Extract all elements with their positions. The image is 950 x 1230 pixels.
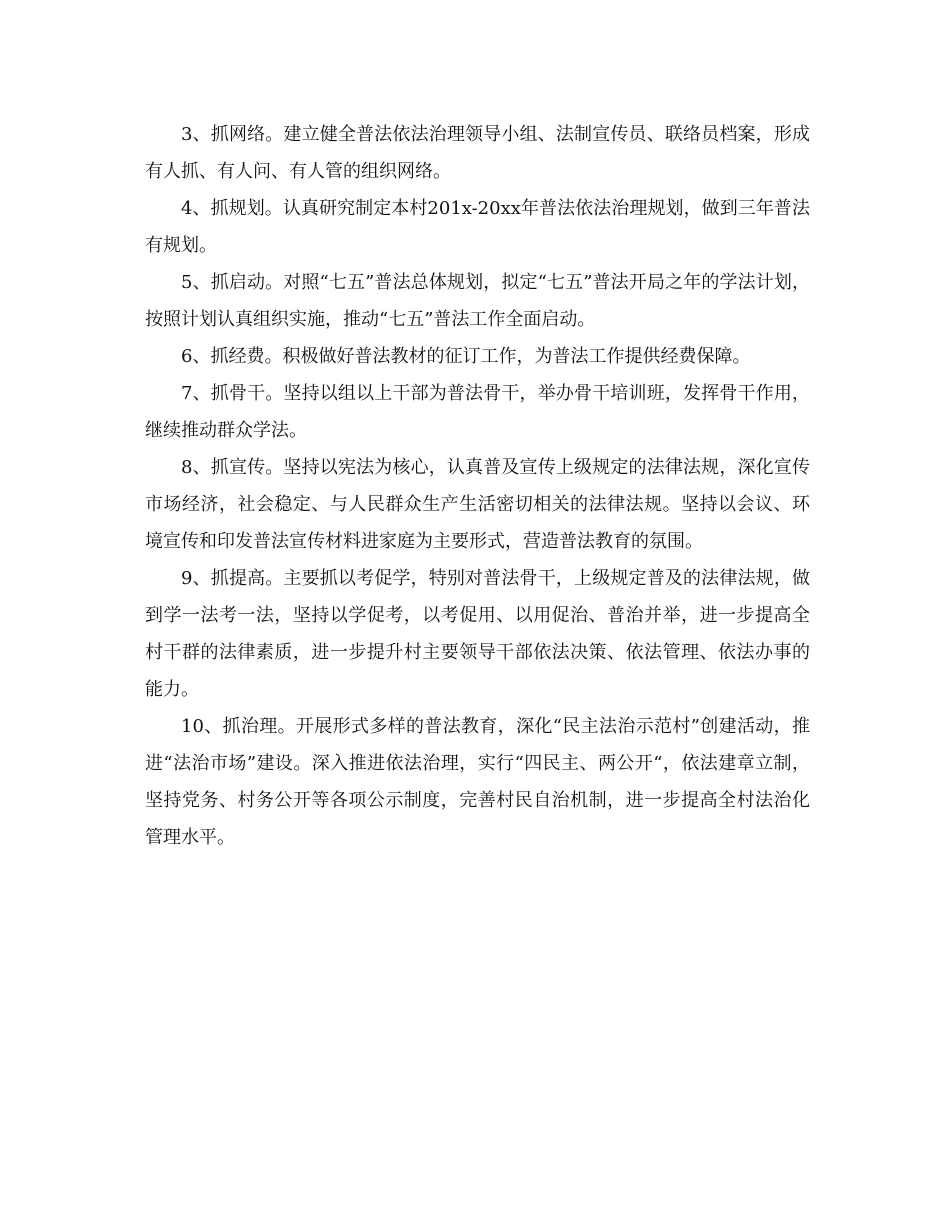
paragraph-item-7: 7、抓骨干。坚持以组以上干部为普法骨干，举办骨干培训班，发挥骨干作用，继续推动群众学法。 (145, 383, 810, 441)
paragraph-item-3: 3、抓网络。建立健全普法依法治理领导小组、法制宣传员、联络员档案，形成有人抓、有人问、有人管的组织网络。 (145, 124, 810, 182)
paragraph-item-4: 4、抓规划。认真研究制定本村201x-20xx年普法依法治理规划，做到三年普法有规划。 (145, 198, 810, 256)
paragraph-item-6: 6、抓经费。积极做好普法教材的征订工作，为普法工作提供经费保障。 (181, 346, 751, 367)
document-body (145, 116, 810, 856)
paragraph-item-5: 5、抓启动。对照“七五”普法总体规划，拟定“七五”普法开局之年的学法计划，按照计划认真组织实施，推动“七五”普法工作全面启动。 (145, 272, 810, 330)
paragraph-item-9: 9、抓提高。主要抓以考促学，特别对普法骨干，上级规定普及的法律法规，做到学一法考一法，坚持以学促考，以考促用、以用促治、普治并举，进一步提高全村干群的法律素质，进一步提升村主要领导干部依法决策、依法管理、依法办事的能力。 (145, 568, 810, 700)
paragraph-item-10: 10、抓治理。开展形式多样的普法教育，深化“民主法治示范村”创建活动，推进“法治市场”建设。深入推进依法治理，实行“四民主、两公开“，依法建章立制，坚持党务、村务公开等各项公示制度，完善村民自治机制，进一步提高全村法治化管理水平。 (145, 716, 810, 848)
paragraph-item-8: 8、抓宣传。坚持以宪法为核心，认真普及宣传上级规定的法律法规，深化宣传市场经济，社会稳定、与人民群众生产生活密切相关的法律法规。坚持以会议、环境宣传和印发普法宣传材料进家庭为主要形式，营造普法教育的氛围。 (145, 457, 810, 552)
